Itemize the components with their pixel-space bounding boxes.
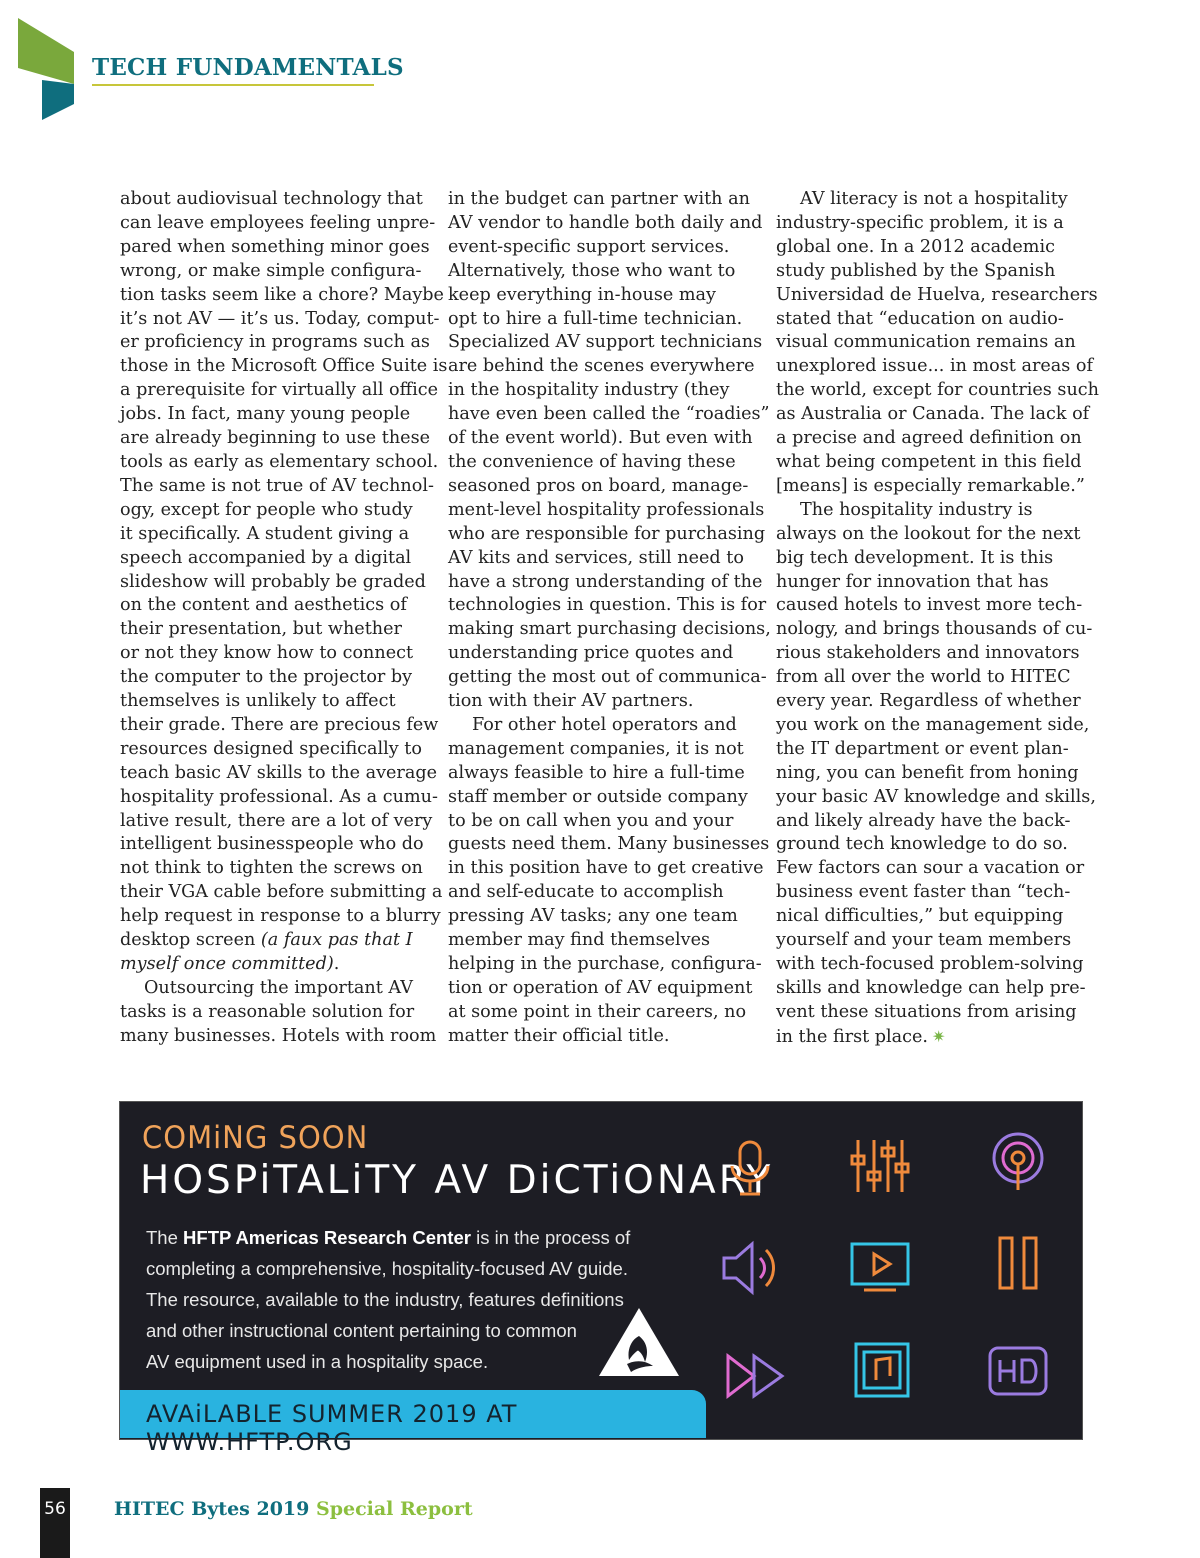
article-line bbox=[448, 260, 758, 284]
article-line bbox=[776, 523, 1086, 547]
article-line bbox=[448, 618, 771, 642]
article-line-text: the computer to the projector by bbox=[120, 667, 413, 688]
article-line bbox=[448, 403, 770, 427]
article-line bbox=[120, 786, 438, 810]
article-line bbox=[120, 547, 430, 571]
section-title-underline bbox=[92, 84, 374, 86]
ad-description-text: The bbox=[146, 1227, 184, 1248]
article-line-text: ning, you can benefit from honing bbox=[776, 762, 1079, 783]
article-line bbox=[776, 188, 1086, 212]
article-line-text: resources designed specifically to bbox=[120, 738, 422, 759]
ad-description bbox=[146, 1222, 666, 1377]
article-line bbox=[776, 762, 1086, 786]
article-line-text: For other hotel operators and bbox=[472, 714, 737, 735]
article-line bbox=[448, 905, 758, 929]
article-line bbox=[120, 642, 430, 666]
article-line-text: in the budget can partner with an bbox=[448, 189, 750, 209]
article-line-text: nology, and brings thousands of cu- bbox=[776, 619, 1093, 640]
article-line bbox=[120, 403, 430, 427]
article-line bbox=[776, 355, 1093, 379]
article-line-text: and likely already have the back- bbox=[776, 810, 1071, 831]
article-column-1 bbox=[120, 188, 448, 1054]
podcast-icon bbox=[986, 1130, 1050, 1194]
article-line-text: pared when something minor goes bbox=[120, 236, 430, 257]
footer-publication-name: HITEC Bytes 2019 bbox=[114, 1498, 310, 1520]
article-line bbox=[448, 547, 758, 571]
article-line-text: hospitality professional. As a cumu- bbox=[120, 786, 438, 807]
article-line bbox=[776, 1001, 1086, 1025]
article-line bbox=[120, 331, 430, 355]
article-line bbox=[120, 1001, 430, 1025]
article-line-text: those in the Microsoft Office Suite is bbox=[120, 356, 448, 377]
article-line-text: of the event world). But even with bbox=[448, 428, 753, 449]
article-line-text: lative result, there are a lot of very bbox=[120, 810, 433, 831]
article-line bbox=[448, 188, 758, 212]
article-line bbox=[120, 857, 430, 881]
ad-availability-strip[interactable] bbox=[120, 1390, 706, 1456]
article-line bbox=[448, 714, 758, 738]
article-line-text: slideshow will probably be graded bbox=[120, 571, 426, 592]
article-line bbox=[120, 618, 430, 642]
article-line-text: their presentation, but whether bbox=[120, 619, 402, 640]
article-line-text: ment-level hospitality professionals bbox=[448, 499, 765, 520]
footer-publication bbox=[114, 1498, 473, 1520]
article-line bbox=[776, 284, 1098, 308]
article-line bbox=[776, 666, 1086, 690]
article-line-text: tion or operation of AV equipment bbox=[448, 977, 753, 998]
music-file-icon bbox=[850, 1338, 914, 1402]
mixer-sliders-icon bbox=[848, 1134, 912, 1198]
article-line-text: Alternatively, those who want to bbox=[448, 260, 736, 281]
article-line bbox=[448, 929, 758, 953]
article-line-text: the convenience of having these bbox=[448, 451, 736, 472]
ad-description-text: completing a comprehensive, hospitality-focused AV guide. bbox=[146, 1258, 628, 1279]
article-line bbox=[776, 212, 1086, 236]
article-line-text: vent these situations from arising bbox=[776, 1001, 1077, 1022]
article-line bbox=[120, 427, 430, 451]
article-line bbox=[120, 260, 430, 284]
article-line bbox=[120, 977, 430, 1001]
article-line bbox=[776, 475, 1086, 499]
article-line-text: a precise and agreed definition on bbox=[776, 428, 1082, 449]
article-line-text: AV kits and services, still need to bbox=[448, 547, 744, 568]
article-line bbox=[448, 284, 758, 308]
article-line-text: keep everything in-house may bbox=[448, 284, 716, 305]
article-line-text: from all over the world to HITEC bbox=[776, 667, 1071, 688]
article-line bbox=[448, 666, 767, 690]
ad-description-text: and other instructional content pertaining to common bbox=[146, 1320, 577, 1341]
article-line bbox=[120, 212, 436, 236]
article-line-text: ground tech knowledge to do so. bbox=[776, 834, 1068, 855]
ad-research-center-name: HFTP Americas Research Center bbox=[183, 1227, 471, 1248]
article-line-text: it’s not AV — it’s us. Today, comput- bbox=[120, 308, 440, 329]
article-line bbox=[120, 666, 430, 690]
article-line-text: teach basic AV skills to the average bbox=[120, 762, 437, 783]
fast-forward-icon bbox=[724, 1344, 788, 1408]
article-line-text: study published by the Spanish bbox=[776, 260, 1056, 281]
article-line bbox=[776, 594, 1086, 618]
article-line-text: tion tasks seem like a chore? Maybe bbox=[120, 284, 444, 305]
article-line-text: in the first place. bbox=[776, 1026, 929, 1047]
article-line-text: in the hospitality industry (they bbox=[448, 380, 730, 401]
article-line-text: big tech development. It is this bbox=[776, 547, 1054, 568]
article-line-text: many businesses. Hotels with room bbox=[120, 1025, 437, 1046]
article-line bbox=[120, 1025, 437, 1049]
article-line bbox=[448, 738, 758, 762]
article-line-text: have even been called the “roadies” bbox=[448, 404, 770, 425]
article-line-text: yourself and your team members bbox=[776, 930, 1072, 951]
article-line-text: visual communication remains an bbox=[776, 332, 1076, 353]
article-line bbox=[120, 881, 443, 905]
article-line-text: opt to hire a full-time technician. bbox=[448, 308, 743, 329]
article-line-text: as Australia or Canada. The lack of bbox=[776, 404, 1090, 425]
article-line-text: The hospitality industry is bbox=[800, 499, 1033, 520]
article-line-text: business event faster than “tech- bbox=[776, 882, 1071, 903]
article-line-text: in this position have to get creative bbox=[448, 858, 764, 879]
article-line bbox=[120, 714, 439, 738]
article-line bbox=[776, 499, 1086, 523]
article-line-text: you work on the management side, bbox=[776, 714, 1090, 735]
article-line bbox=[448, 762, 758, 786]
article-line-text: at some point in their careers, no bbox=[448, 1001, 747, 1022]
article-line-text: Few factors can sour a vacation or bbox=[776, 858, 1085, 879]
article-line bbox=[776, 881, 1086, 905]
article-line bbox=[120, 308, 440, 332]
article-line-text: the IT department or event plan- bbox=[776, 738, 1069, 759]
article-line bbox=[120, 833, 430, 857]
article-line bbox=[448, 331, 763, 355]
ad-title: HOSPiTALiTY AV DiCTiONARY bbox=[140, 1158, 774, 1203]
article-line-text: Outsourcing the important AV bbox=[144, 977, 413, 998]
article-line bbox=[776, 786, 1096, 810]
article-line bbox=[448, 355, 758, 379]
article-line bbox=[448, 451, 758, 475]
article-line bbox=[448, 308, 758, 332]
article-line-text: what being competent in this field bbox=[776, 451, 1082, 472]
ad-description-text: is in the process of bbox=[470, 1227, 631, 1248]
article-line-text: their VGA cable before submitting a bbox=[120, 882, 443, 903]
article-line bbox=[120, 738, 430, 762]
article-line-text: are already beginning to use these bbox=[120, 428, 431, 449]
article-line-text: skills and knowledge can help pre- bbox=[776, 977, 1086, 998]
article-line bbox=[776, 236, 1086, 260]
article-line bbox=[776, 690, 1086, 714]
article-line-text: ogy, except for people who study bbox=[120, 499, 413, 520]
article-line-text: speech accompanied by a digital bbox=[120, 547, 412, 568]
article-line bbox=[776, 618, 1093, 642]
ad-availability-text: AVAiLABLE SUMMER 2019 AT WWW.HFTP.ORG bbox=[146, 1400, 518, 1456]
article-line bbox=[776, 403, 1090, 427]
hftp-logo-icon bbox=[597, 1306, 681, 1378]
article-line-text: rious stakeholders and innovators bbox=[776, 643, 1080, 664]
ad-description-line bbox=[146, 1315, 666, 1346]
article-line-text: a prerequisite for virtually all office bbox=[120, 380, 439, 401]
article-line bbox=[448, 1025, 758, 1049]
article-line-text: nical difficulties,” but equipping bbox=[776, 906, 1064, 927]
article-line-text: can leave employees feeling unpre- bbox=[120, 212, 436, 233]
article-line bbox=[776, 451, 1086, 475]
article-column-2 bbox=[448, 188, 771, 1054]
article-line-italic: (a faux pas that I bbox=[260, 930, 413, 951]
ad-coming-soon: COMiNG SOON bbox=[142, 1118, 369, 1156]
article-line bbox=[120, 523, 430, 547]
article-line-text: The same is not true of AV technol- bbox=[120, 475, 434, 496]
article-line-text: on the content and aesthetics of bbox=[120, 595, 407, 616]
article-line bbox=[120, 355, 448, 379]
article-line bbox=[448, 1001, 758, 1025]
article-line bbox=[776, 905, 1086, 929]
article-line bbox=[448, 881, 758, 905]
article-line-text: their grade. There are precious few bbox=[120, 714, 439, 735]
article-line-text: intelligent businesspeople who do bbox=[120, 834, 424, 855]
article-line-tail: . bbox=[333, 954, 340, 974]
article-line-text: seasoned pros on board, manage- bbox=[448, 475, 749, 496]
article-line-text: every year. Regardless of whether bbox=[776, 691, 1081, 712]
article-line bbox=[120, 451, 439, 475]
article-line-text: Specialized AV support technicians bbox=[448, 332, 763, 353]
article-line-text: event-specific support services. bbox=[448, 236, 730, 257]
article-line bbox=[120, 905, 441, 929]
article-line-text: and self-educate to accomplish bbox=[448, 882, 724, 903]
article-line-text: matter their official title. bbox=[448, 1025, 670, 1046]
article-line bbox=[448, 499, 765, 523]
article-line-text: or not they know how to connect bbox=[120, 643, 414, 664]
article-line bbox=[776, 714, 1090, 738]
article-line-text: member may find themselves bbox=[448, 930, 711, 951]
article-line bbox=[448, 786, 758, 810]
article-line-text: Universidad de Huelva, researchers bbox=[776, 284, 1098, 305]
article-line-text: with tech-focused problem-solving bbox=[776, 954, 1084, 974]
article-line bbox=[120, 499, 430, 523]
article-line bbox=[448, 810, 758, 834]
microphone-icon bbox=[718, 1136, 782, 1200]
article-line bbox=[776, 977, 1086, 1001]
article-line-text: always feasible to hire a full-time bbox=[448, 762, 745, 783]
article-line bbox=[776, 953, 1086, 977]
article-line bbox=[120, 571, 430, 595]
article-line bbox=[448, 642, 758, 666]
article-line bbox=[776, 308, 1086, 332]
pause-icon bbox=[986, 1232, 1050, 1296]
article-line-text: have a strong understanding of the bbox=[448, 571, 763, 592]
article-line bbox=[120, 690, 430, 714]
speaker-icon bbox=[718, 1236, 782, 1300]
article-line bbox=[120, 475, 434, 499]
article-line bbox=[120, 379, 439, 403]
article-line-text: making smart purchasing decisions, bbox=[448, 619, 771, 640]
article-line bbox=[776, 642, 1086, 666]
article-line bbox=[120, 953, 430, 977]
article-line bbox=[448, 833, 770, 857]
article-line-text: guests need them. Many businesses bbox=[448, 834, 770, 855]
article-line-text: industry-specific problem, it is a bbox=[776, 212, 1064, 233]
article-line-text: the world, except for countries such bbox=[776, 380, 1099, 401]
article-line-text: themselves is unlikely to affect bbox=[120, 691, 396, 712]
article-line bbox=[776, 738, 1086, 762]
article-line bbox=[448, 594, 767, 618]
article-line-text: wrong, or make simple configura- bbox=[120, 260, 422, 281]
article-line bbox=[776, 427, 1086, 451]
article-line bbox=[448, 212, 763, 236]
article-line-text: unexplored issue... in most areas of bbox=[776, 356, 1093, 377]
article-line-text: tion with their AV partners. bbox=[448, 691, 694, 712]
play-screen-icon bbox=[848, 1234, 912, 1298]
article-line bbox=[448, 690, 758, 714]
article-line-text: AV vendor to handle both daily and bbox=[448, 212, 763, 233]
article-line bbox=[776, 379, 1099, 403]
hd-icon bbox=[986, 1340, 1050, 1404]
section-corner-mark bbox=[18, 18, 78, 122]
article-line-text: AV literacy is not a hospitality bbox=[800, 189, 1068, 209]
article-line bbox=[776, 331, 1086, 355]
article-line bbox=[120, 762, 437, 786]
article-line-text: pressing AV tasks; any one team bbox=[448, 906, 738, 927]
article-line-text: caused hotels to invest more tech- bbox=[776, 595, 1083, 616]
article-line-text: understanding price quotes and bbox=[448, 643, 734, 664]
ad-description-line bbox=[146, 1222, 666, 1253]
ad-description-text: AV equipment used in a hospitality space. bbox=[146, 1351, 489, 1372]
article-line-text: getting the most out of communica- bbox=[448, 667, 767, 688]
article-line-text: helping in the purchase, configura- bbox=[448, 954, 762, 974]
article-line bbox=[120, 284, 444, 308]
article-line-text: desktop screen bbox=[120, 930, 261, 951]
article-line bbox=[776, 810, 1086, 834]
section-title: TECH FUNDAMENTALS bbox=[92, 54, 404, 81]
article-line-italic: myself once committed) bbox=[120, 954, 334, 974]
ad-description-text: The resource, available to the industry, features definitions bbox=[146, 1289, 624, 1310]
article-line-text: it specifically. A student giving a bbox=[120, 523, 410, 544]
article-line-text: er proficiency in programs such as bbox=[120, 332, 430, 353]
article-line-text: [means] is especially remarkable.” bbox=[776, 475, 1085, 496]
article-line-text: who are responsible for purchasing bbox=[448, 523, 766, 544]
article-line-text: your basic AV knowledge and skills, bbox=[776, 786, 1096, 807]
article-line-text: staff member or outside company bbox=[448, 786, 748, 807]
page-number: 56 bbox=[44, 1499, 66, 1519]
article-line-text: tasks is a reasonable solution for bbox=[120, 1001, 415, 1022]
article-line-text: global one. In a 2012 academic bbox=[776, 236, 1055, 257]
article-line bbox=[120, 594, 430, 618]
article-line-text: management companies, it is not bbox=[448, 738, 744, 759]
article-line-text: help request in response to a blurry bbox=[120, 906, 441, 927]
article-line bbox=[448, 571, 763, 595]
article-line bbox=[448, 953, 762, 977]
article-line bbox=[448, 857, 764, 881]
article-line bbox=[120, 236, 430, 260]
article-line bbox=[776, 1025, 1086, 1050]
article-line-text: are behind the scenes everywhere bbox=[448, 356, 755, 377]
article-line-text: always on the lookout for the next bbox=[776, 523, 1081, 544]
article-line bbox=[120, 188, 430, 212]
article-line-text: to be on call when you and your bbox=[448, 810, 734, 831]
article-line-text: technologies in question. This is for bbox=[448, 595, 767, 616]
article-line bbox=[120, 929, 430, 953]
article-line bbox=[448, 523, 766, 547]
ad-description-line bbox=[146, 1284, 666, 1315]
article-line-text: stated that “education on audio- bbox=[776, 308, 1064, 329]
article-line bbox=[448, 427, 758, 451]
article-line-text: not think to tighten the screws on bbox=[120, 858, 423, 879]
article-line bbox=[776, 547, 1086, 571]
article-line bbox=[776, 260, 1086, 284]
article-line bbox=[776, 571, 1086, 595]
article-line bbox=[776, 857, 1086, 881]
article-line bbox=[448, 475, 758, 499]
ad-description-line bbox=[146, 1346, 666, 1377]
ad-description-line bbox=[146, 1253, 666, 1284]
article-line bbox=[448, 977, 758, 1001]
article-column-3 bbox=[776, 188, 1099, 1054]
article-line-text: about audiovisual technology that bbox=[120, 189, 423, 209]
article-line bbox=[448, 379, 758, 403]
article-line-text: tools as early as elementary school. bbox=[120, 451, 439, 472]
footer-report-label: Special Report bbox=[315, 1498, 473, 1520]
article-line bbox=[776, 833, 1086, 857]
article-line-text: jobs. In fact, many young people bbox=[120, 404, 411, 425]
av-dictionary-ad[interactable] bbox=[119, 1101, 1083, 1456]
article-line bbox=[120, 810, 433, 834]
article-line-text: hunger for innovation that has bbox=[776, 571, 1049, 592]
article-line bbox=[776, 929, 1086, 953]
article-line bbox=[448, 236, 758, 260]
article-end-mark-icon: ✷ bbox=[932, 1026, 946, 1046]
